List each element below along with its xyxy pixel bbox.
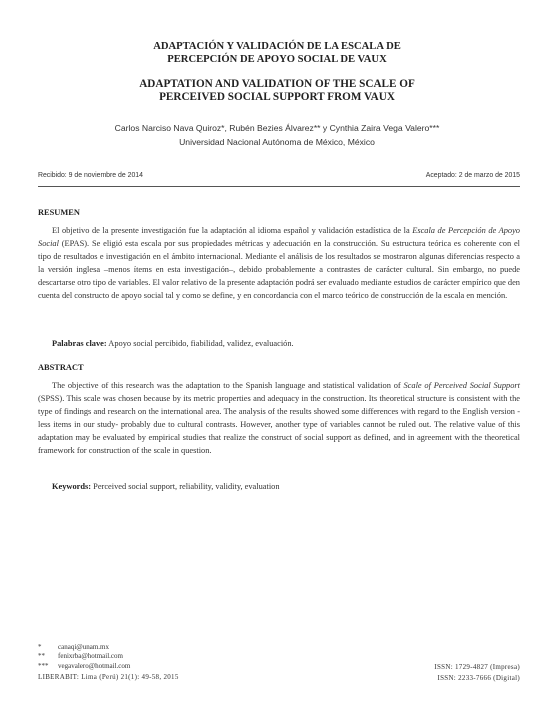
keywords-label: Keywords:: [52, 482, 92, 491]
abstract-heading: ABSTRACT: [38, 363, 84, 372]
footnote: [38, 662, 130, 671]
keywords: [52, 480, 520, 493]
palabras-clave: [52, 337, 520, 350]
abstract-paragraph: [38, 379, 520, 458]
issn-block: [434, 662, 520, 684]
title-spanish-line2: PERCEPCIÓN DE APOYO SOCIAL DE VAUX: [167, 54, 387, 65]
issn-print: ISSN: 1729-4827 (Impresa): [434, 663, 520, 671]
footnote-email[interactable]: canaqi@unam.mx: [58, 643, 109, 651]
title-spanish: [40, 40, 514, 66]
title-english: [40, 78, 514, 104]
footnote-mark: *: [38, 643, 42, 651]
title-english-line1: ADAPTATION AND VALIDATION OF THE SCALE OF: [139, 78, 415, 90]
keywords-text: Perceived social support, reliability, validity, evaluation: [91, 482, 280, 491]
issn-digital: ISSN: 2233-7666 (Digital): [437, 674, 520, 682]
footnote: [38, 643, 130, 652]
resumen-text-2: (EPAS). Se eligió esta escala por sus propiedades métricas y adecuación en la construcción. Su estructura teórica es coherente con el tipo de resultados e investigación en el ámbito internacional. Mediante el análisis de los resultados se mostraron algunas diferencias respecto a la versión inglesa –menos ítems en esta investigación–, debido probablemente a contrastes de carácter cultural. Sin embargo, no puede descartarse otro tipo de variables. El valor relativo de la presente adaptación podrá ser evaluado mediante estudios de carácter empírico que den cuenta del constructo de apoyo social tal y como se define, y en concordancia con el marco teórico de construcción de la escala en mención.: [38, 239, 520, 301]
footnote: [38, 652, 130, 661]
resumen-text-1: El objetivo de la presente investigación fue la adaptación al idioma español y validación estadística de la: [52, 226, 413, 235]
journal-citation: LIBERABIT: Lima (Perú) 21(1): 49-58, 2015: [38, 673, 179, 681]
resumen-paragraph: [38, 224, 520, 303]
received-date: Recibido: 9 de noviembre de 2014: [38, 172, 143, 179]
abstract-text-2: (SPSS). This scale was chosen because by its metric properties and adequacy in the construction. Its theoretical structure is consistent with the type of findings and research on the international area. The analysis of the results showed some differences with regard to the English version -less items in our study- probably due to cultural contrasts. However, another type of variables cannot be ruled out. The relative value of this adaptation may be evaluated by empirical studies that realize the construct of social support as defined, and in agreement with the theoretical framework for construction of the scale in question.: [38, 394, 520, 456]
palabras-clave-label: Palabras clave:: [52, 339, 107, 348]
header-divider: [38, 186, 520, 187]
palabras-clave-text: Apoyo social percibido, fiabilidad, validez, evaluación.: [106, 339, 294, 348]
accepted-date: Aceptado: 2 de marzo de 2015: [425, 172, 520, 179]
resumen-scale-name: Escala de Percepción de Apoyo Social: [38, 226, 520, 249]
footnote-email[interactable]: vegavalero@hotmail.com: [58, 661, 131, 670]
footnote-mark: **: [38, 652, 45, 661]
resumen-heading: RESUMEN: [38, 208, 80, 217]
author-affiliation: Universidad Nacional Autónoma de México, México: [179, 137, 375, 147]
footnote-mark: ***: [38, 661, 49, 670]
author-block: [40, 121, 514, 149]
footnote-email[interactable]: fenixrba@hotmail.com: [58, 652, 123, 661]
abstract-text-1: The objective of this research was the adaptation to the Spanish language and statistical validation of: [52, 381, 404, 390]
author-names: Carlos Narciso Nava Quiroz*, Rubén Bezies Álvarez** y Cynthia Zaira Vega Valero***: [114, 123, 440, 133]
title-english-line2: PERCEIVED SOCIAL SUPPORT FROM VAUX: [159, 91, 395, 103]
title-spanish-line1: ADAPTACIÓN Y VALIDACIÓN DE LA ESCALA DE: [153, 41, 401, 52]
footnotes: [38, 643, 130, 671]
abstract-scale-name: Scale of Perceived Social Support: [403, 381, 520, 390]
